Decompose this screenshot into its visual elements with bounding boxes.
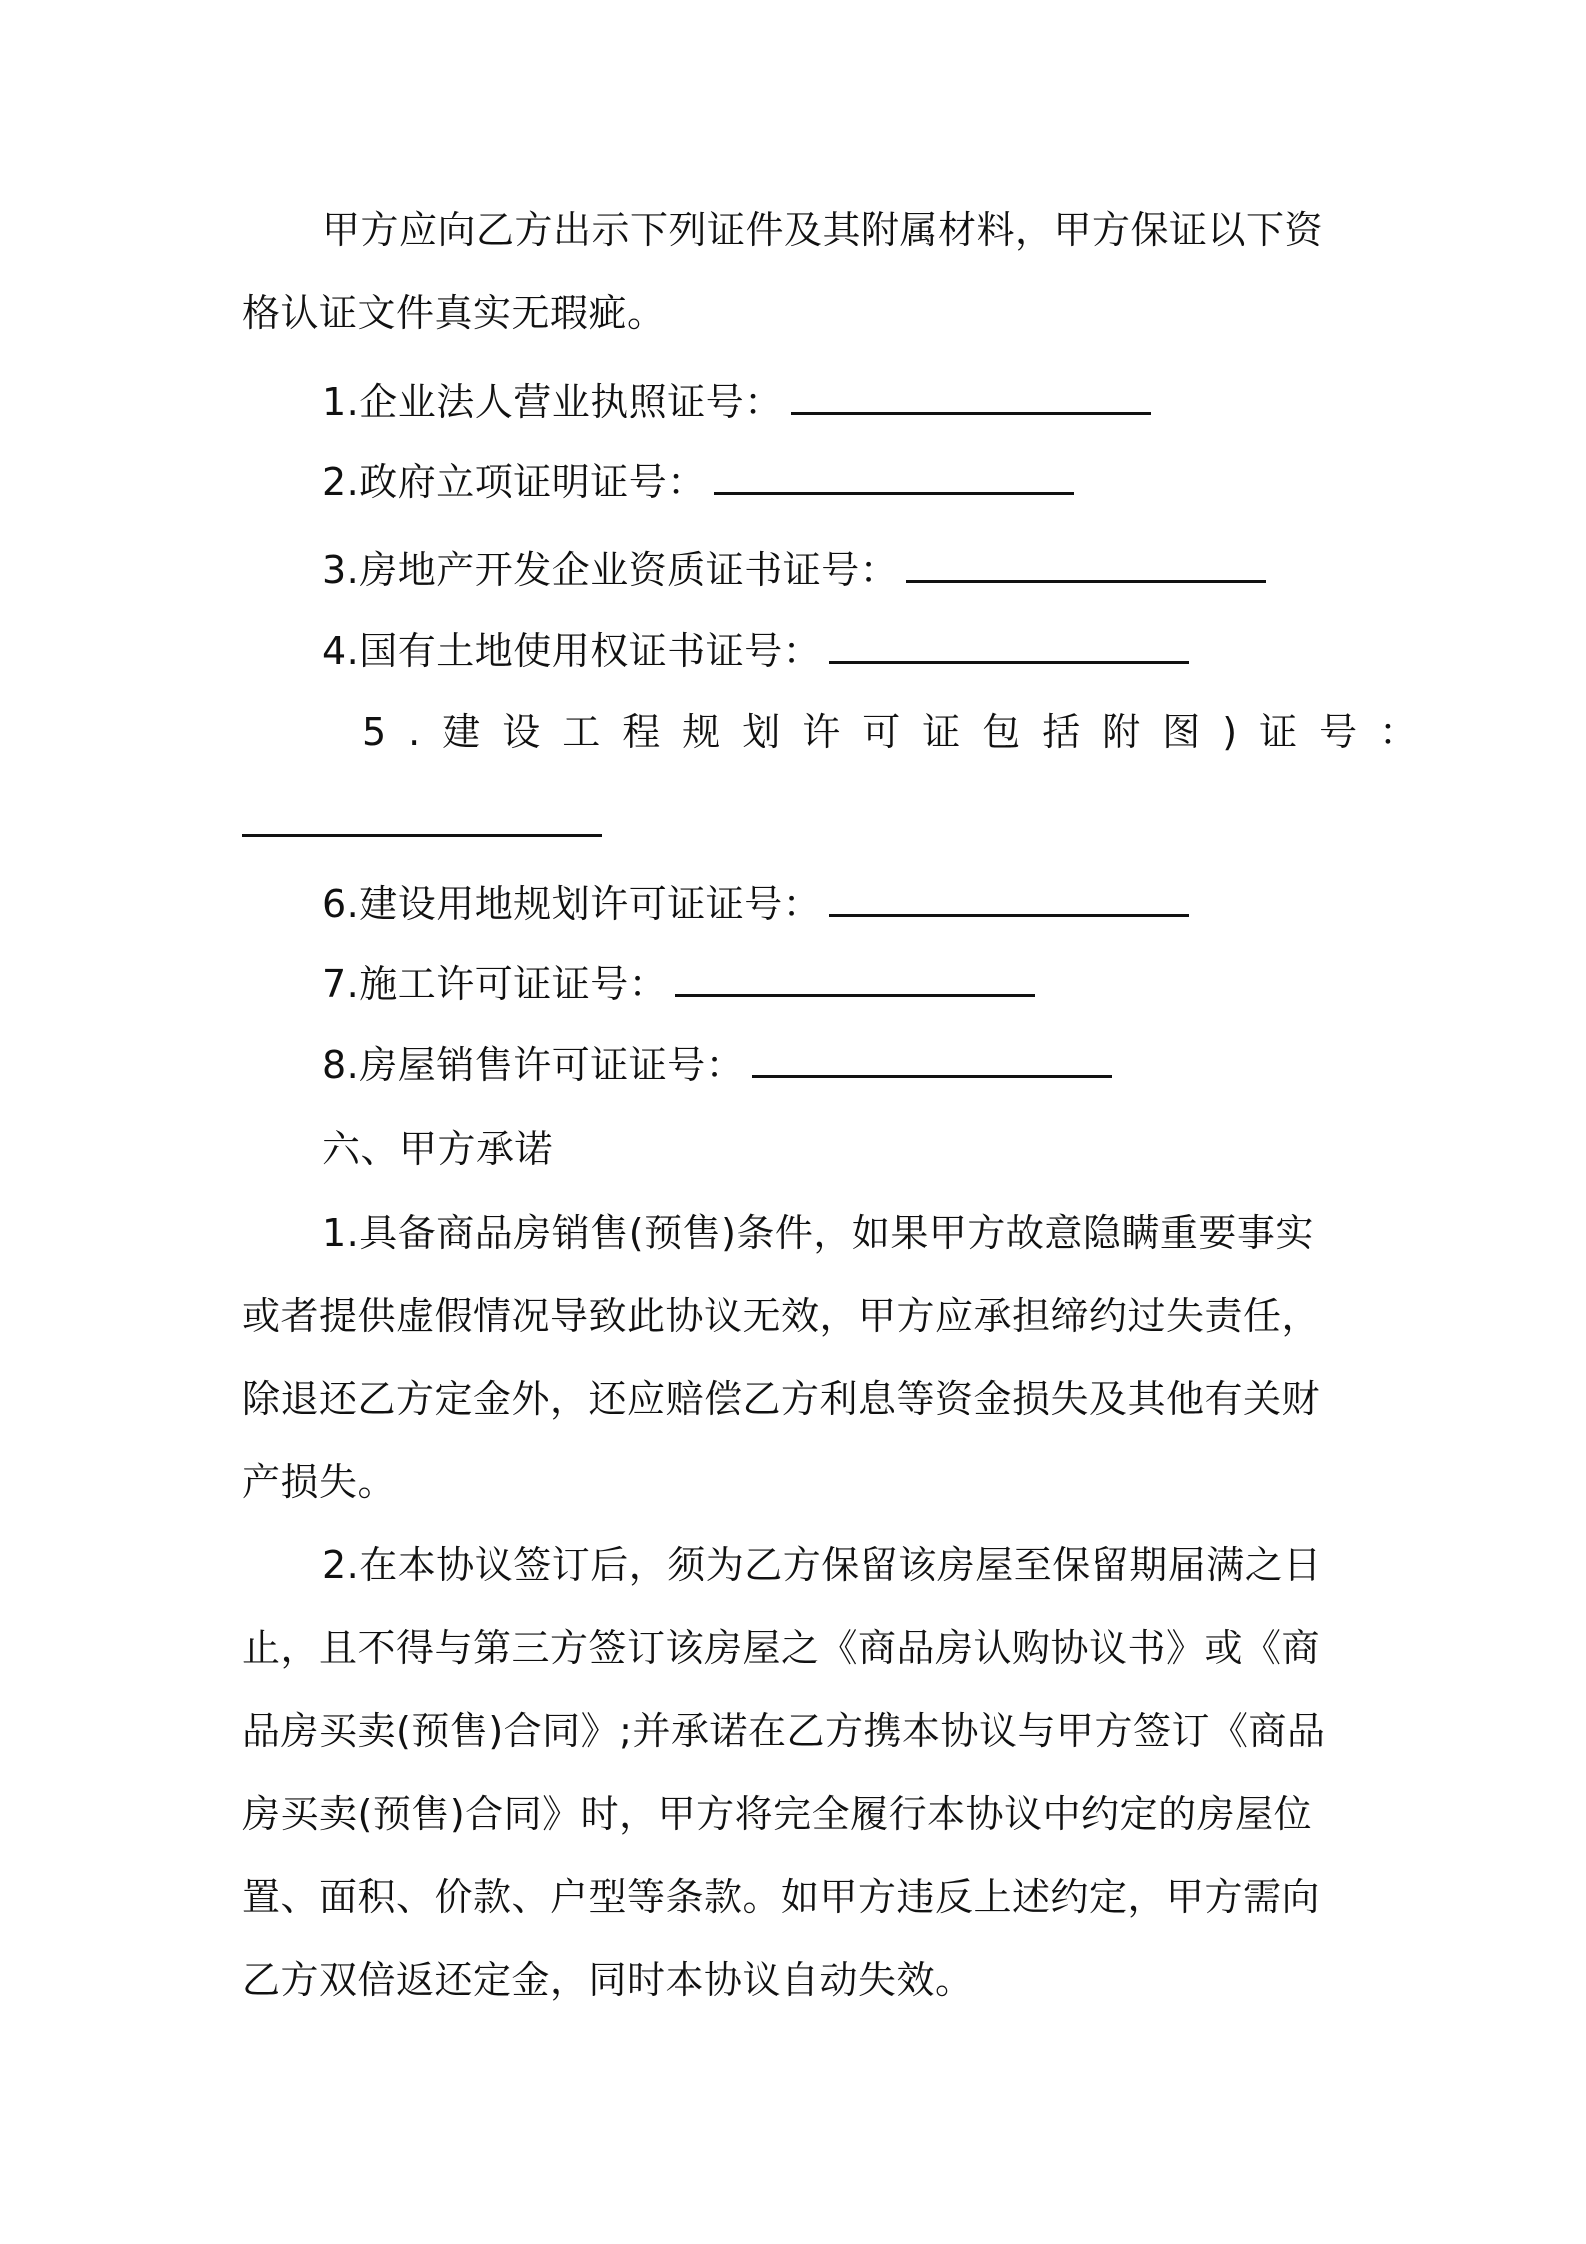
certificate-label: 6.建设用地规划许可证证号： <box>322 882 822 926</box>
fill-in-blank <box>829 886 1189 917</box>
fill-in-blank <box>675 966 1035 997</box>
certificate-label: 7.施工许可证证号： <box>322 962 668 1006</box>
clause-1-line-1: 1.具备商品房销售(预售)条件，如果甲方故意隐瞒重要事实 <box>322 1211 1314 1255</box>
certificate-label: 8.房屋销售许可证证号： <box>322 1043 745 1087</box>
clause-2-line-6: 乙方双倍返还定金，同时本协议自动失效。 <box>242 1958 974 2002</box>
clause-2-line-2: 止，且不得与第三方签订该房屋之《商品房认购协议书》或《商 <box>242 1626 1321 1670</box>
intro-line-1: 甲方应向乙方出示下列证件及其附属材料，甲方保证以下资 <box>322 208 1324 252</box>
certificate-label: 2.政府立项证明证号： <box>322 460 706 504</box>
fill-in-blank <box>242 806 602 837</box>
fill-in-blank <box>829 633 1189 664</box>
clause-1-line-3: 除退还乙方定金外，还应赔偿乙方利息等资金损失及其他有关财 <box>242 1377 1321 1421</box>
clause-1-line-2: 或者提供虚假情况导致此协议无效，甲方应承担缔约过失责任， <box>242 1294 1321 1338</box>
certificate-item-2 <box>322 458 1074 506</box>
fill-in-blank <box>791 384 1151 415</box>
certificate-label: 3.房地产开发企业资质证书证号： <box>322 548 899 592</box>
fill-in-blank <box>906 552 1266 583</box>
certificate-item-1 <box>322 378 1151 426</box>
certificate-label: 1.企业法人营业执照证号： <box>322 380 783 424</box>
clause-2-line-4: 房买卖(预售)合同》时，甲方将完全履行本协议中约定的房屋位 <box>242 1792 1313 1836</box>
certificate-label: 4.国有土地使用权证书证号： <box>322 629 822 673</box>
certificate-item-4 <box>322 627 1189 675</box>
section-six-heading: 六、甲方承诺 <box>322 1127 554 1171</box>
fill-in-blank <box>714 464 1074 495</box>
certificate-item-7 <box>322 960 1035 1008</box>
certificate-item-5-blank-line <box>242 800 602 848</box>
intro-line-2: 格认证文件真实无瑕疵。 <box>242 291 666 335</box>
certificate-label: 5.建设工程规划许可证包括附图)证号： <box>362 710 1440 754</box>
certificate-item-6 <box>322 880 1189 928</box>
clause-2-line-5: 置、面积、价款、户型等条款。如甲方违反上述约定，甲方需向 <box>242 1875 1321 1919</box>
clause-2-line-3: 品房买卖(预售)合同》;并承诺在乙方携本协议与甲方签订《商品 <box>242 1709 1326 1753</box>
certificate-item-3 <box>322 546 1266 594</box>
clause-1-line-4: 产损失。 <box>242 1460 397 1504</box>
certificate-item-8 <box>322 1041 1112 1089</box>
clause-2-line-1: 2.在本协议签订后，须为乙方保留该房屋至保留期届满之日 <box>322 1543 1322 1587</box>
certificate-item-5 <box>362 708 1439 756</box>
fill-in-blank <box>752 1047 1112 1078</box>
